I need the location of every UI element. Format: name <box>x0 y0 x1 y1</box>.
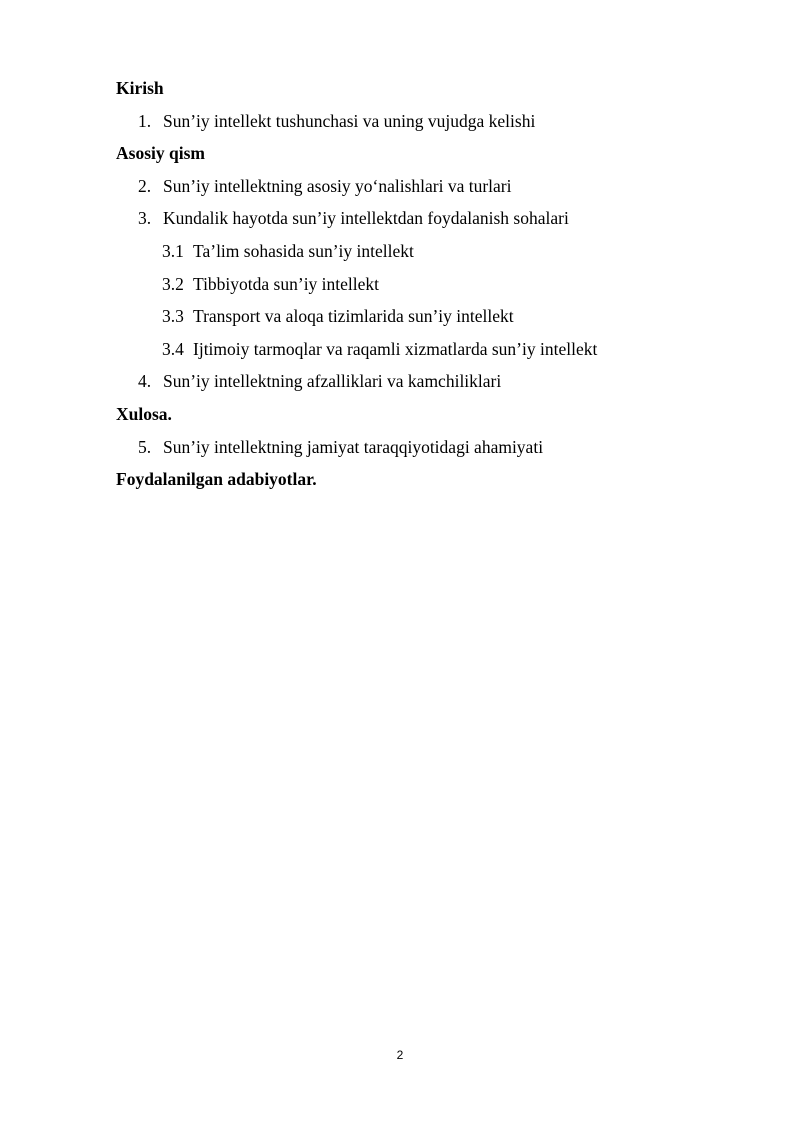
toc-subitem-number: 3.2 <box>162 273 184 294</box>
toc-item-text: Sun’iy intellekt tushunchasi va uning vujudga kelishi <box>163 110 536 131</box>
toc-item-text: Sun’iy intellektning asosiy yo‘nalishlari va turlari <box>163 175 512 196</box>
toc-item-text: Sun’iy intellektning afzalliklari va kamchiliklari <box>163 371 502 392</box>
toc-subitem-text: Ijtimoiy tarmoqlar va raqamli xizmatlarda sun’iy intellekt <box>193 338 598 359</box>
toc-heading-conclusion: Xulosa. <box>116 403 172 424</box>
toc-item-number: 4. <box>138 371 152 392</box>
toc-heading-references: Foydalanilgan adabiyotlar. <box>116 469 317 490</box>
toc-item-number: 5. <box>138 436 152 457</box>
toc-subitem-text: Ta’lim sohasida sun’iy intellekt <box>193 240 414 261</box>
toc-subitem-number: 3.3 <box>162 306 184 327</box>
toc-item-3 <box>116 205 736 238</box>
toc-subitem-3-3 <box>116 303 736 336</box>
toc-item-4 <box>116 368 736 401</box>
toc-subitem-text: Transport va aloqa tizimlarida sun’iy intellekt <box>193 306 514 327</box>
toc-subitem-number: 3.4 <box>162 338 184 359</box>
toc-subitem-3-1 <box>116 238 736 271</box>
toc-item-1 <box>116 108 736 141</box>
toc-item-text: Kundalik hayotda sun’iy intellektdan foydalanish sohalari <box>163 208 569 229</box>
toc-heading-intro: Kirish <box>116 78 164 98</box>
toc-item-number: 3. <box>138 208 152 229</box>
toc-item-text: Sun’iy intellektning jamiyat taraqqiyotidagi ahamiyati <box>163 436 544 457</box>
toc-subitem-number: 3.1 <box>162 240 184 261</box>
toc-heading-main: Asosiy qism <box>116 143 205 164</box>
toc-item-2 <box>116 173 736 206</box>
toc-item-5 <box>116 434 736 467</box>
toc-item-number: 2. <box>138 175 152 196</box>
table-of-contents <box>116 75 736 499</box>
toc-subitem-text: Tibbiyotda sun’iy intellekt <box>193 273 380 294</box>
page-number: 2 <box>396 1048 404 1062</box>
toc-item-number: 1. <box>138 110 152 131</box>
toc-subitem-3-2 <box>116 271 736 304</box>
toc-subitem-3-4 <box>116 336 736 369</box>
